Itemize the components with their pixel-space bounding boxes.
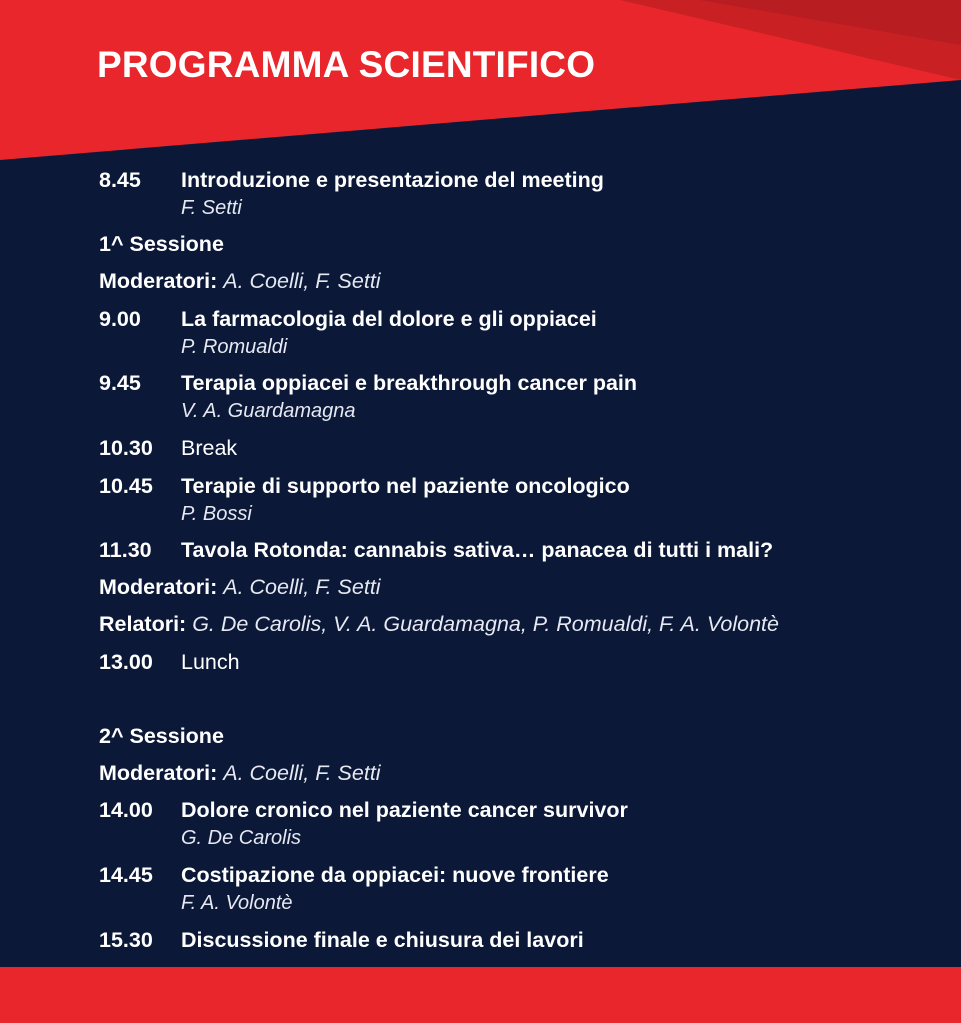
item-speaker: G. De Carolis — [181, 827, 302, 849]
footer-band — [0, 967, 961, 1023]
schedule-item-opioid-therapy — [99, 370, 637, 396]
item-title: Break — [181, 436, 238, 460]
item-time: 9.00 — [99, 307, 141, 331]
item-speaker: F. A. Volontè — [181, 892, 293, 914]
item-title: Lunch — [181, 650, 240, 674]
item-title: Terapia oppiacei e breakthrough cancer pain — [181, 371, 638, 395]
item-title: Terapie di supporto nel paziente oncologico — [181, 474, 630, 498]
item-time: 13.00 — [99, 650, 153, 674]
speakers-label: Relatori: — [99, 612, 187, 636]
item-title: Introduzione e presentazione del meeting — [181, 168, 604, 192]
round-table-moderators — [99, 574, 381, 600]
schedule-item-pharmacology — [99, 306, 597, 332]
schedule-item-chronic-pain — [99, 797, 628, 823]
speakers-names: G. De Carolis, V. A. Guardamagna, P. Romualdi, F. A. Volontè — [192, 612, 779, 636]
moderators-label: Moderatori: — [99, 575, 218, 599]
item-time: 9.45 — [99, 371, 141, 395]
item-title: Dolore cronico nel paziente cancer survivor — [181, 798, 628, 822]
item-time: 14.00 — [99, 798, 153, 822]
schedule-item-break — [99, 435, 237, 461]
schedule-item-constipation — [99, 862, 609, 888]
session-2-heading: 2^ Sessione — [99, 724, 224, 748]
moderators-label: Moderatori: — [99, 269, 218, 293]
item-time: 14.45 — [99, 863, 153, 887]
schedule-item-intro — [99, 167, 604, 193]
session-1-moderators — [99, 268, 381, 294]
session-2-moderators — [99, 760, 381, 786]
item-title: Costipazione da oppiacei: nuove frontiere — [181, 863, 609, 887]
page-title: PROGRAMMA SCIENTIFICO — [97, 44, 596, 85]
moderators-label: Moderatori: — [99, 761, 218, 785]
item-time: 8.45 — [99, 168, 141, 192]
item-time: 11.30 — [99, 538, 152, 562]
schedule-item-round-table — [99, 537, 773, 563]
item-speaker: P. Bossi — [181, 503, 252, 525]
round-table-speakers — [99, 611, 779, 637]
schedule-item-lunch — [99, 649, 240, 675]
moderators-names: A. Coelli, F. Setti — [223, 269, 381, 293]
item-time: 10.45 — [99, 474, 153, 498]
item-speaker: F. Setti — [181, 197, 242, 219]
item-title: Discussione finale e chiusura dei lavori — [181, 928, 584, 952]
item-speaker: P. Romualdi — [181, 336, 288, 358]
moderators-names: A. Coelli, F. Setti — [223, 575, 381, 599]
item-title: Tavola Rotonda: cannabis sativa… panacea di tutti i mali? — [181, 538, 774, 562]
session-1-heading: 1^ Sessione — [99, 232, 224, 256]
item-time: 10.30 — [99, 436, 153, 460]
item-speaker: V. A. Guardamagna — [181, 400, 356, 422]
moderators-names: A. Coelli, F. Setti — [223, 761, 381, 785]
schedule-item-closing — [99, 927, 584, 953]
item-time: 15.30 — [99, 928, 153, 952]
schedule-item-support-therapy — [99, 473, 630, 499]
item-title: La farmacologia del dolore e gli oppiacei — [181, 307, 597, 331]
